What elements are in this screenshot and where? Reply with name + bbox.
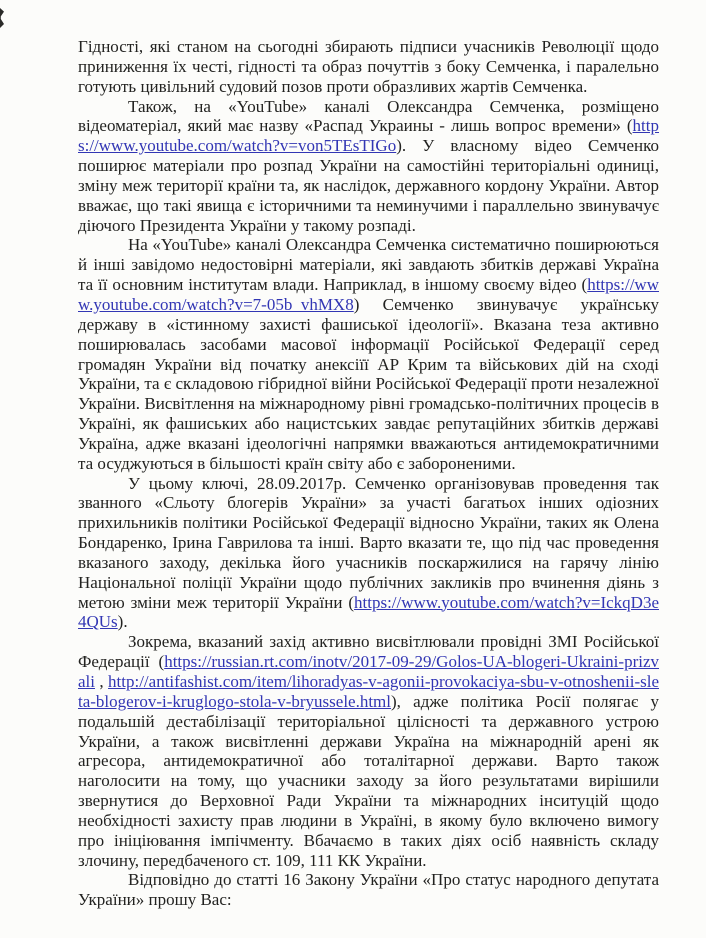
text-run: Зокрема, вказаний захід активно висвітлювали провідні ЗМІ Російської Федерації ( (78, 632, 659, 672)
text-run: У цьому ключі, 28.09.2017р. Семченко організовував проведення так званного «Сльоту блогерів України» за участі багатьох інших одіозних прихильників політики Російської Федерації відносно України, таких як Олена Бондаренко, Ірина Гаврилова та інші. Варто вказати те, що під час проведення вказаного заходу, декілька його учасників поскаржилися на гарячу лінію Національної поліції України щодо публічних закликів про вчинення діянь з метою зміни меж території України ( (78, 473, 659, 612)
text-block (78, 37, 659, 910)
hyperlink[interactable]: http://antifashist.com/item/lihoradyas-v-agonii-provokaciya-sbu-v-otnoshenii-sleta-blogerov-i-kruglogo-stola-v-bryussele.html (78, 672, 659, 711)
text-run: , (95, 672, 109, 691)
text-run: ). (117, 612, 128, 632)
text-run: ). У власному відео Семченко поширює матеріали про розпад України на самостійні територіальні одиниці, зміну меж території країни та, як наслідок, державного кордону України. Автор вважає, що такі явища є історичними та неминучими і параллельно звинувачує діючого Президента України у такому розпаді. (78, 136, 659, 235)
text-run: Також, на «YouTube» каналі Олександра Семченка, розміщено відеоматеріал, який має назву «Распад Украины - лишь вопрос времени» ( (78, 96, 659, 136)
text-run: ) Семченко звинувачує українську державу в «істинному захисті фашиської ідеології». Вказана теза активно поширювалась засобами масової інформації Російської Федерації серед громадян України від початку анексіїї АР Крим та військових дій на сході України, та є складовою гібридної війни Російської Федерації проти незалежної України. Висвітлення на міжнародному рівні громадсько-політичних процесів в Україні, як фашиських або нацистських завдає репутаційних збитків державі Україна, адже вказані ідеологічні напрямки вважаються антидемократичними та осуджуються в більшості країн світу або є забороненими. (78, 294, 659, 473)
text-run: На «YouTube» каналі Олександра Семченка систематично поширюються й інші завідомо недостовірні матеріали, які завдають збитків державі Україна та її основним інститутам влади. Наприклад, в іншому своєму відео ( (78, 235, 659, 295)
text-run: ), адже політика Росії полягає у подальшій дестабілізації територіальної цілісності та державного устрою України, а також висвітленні держави Україна на міжнародній арені як агресора, антидемократичної або тоталітарної держави. Варто також наголосити на тому, що учасники заходу за його результатами вирішили звернутися до Верховної Ради України та міжнародних інситуцій щодо необхідності захисту прав людини в Україні, в якому було включено вимогу про ініціювання імпічменту. Вбачаємо в таких діях осіб наявність складу злочину, передбаченого ст. 109, 111 КК України. (78, 691, 659, 870)
hyperlink[interactable]: https://www.youtube.com/watch?v=von5TEsTIGo (78, 116, 659, 156)
paragraph (78, 97, 659, 236)
hyperlink[interactable]: https://russian.rt.com/inotv/2017-09-29/Golos-UA-blogeri-Ukraini-prizvali (78, 652, 659, 691)
text-run: Гідності, які станом на сьогодні збирають підписи учасників Революції щодо приниження їх честі, гідності та образ почуттів з боку Семченка, і паралельно готують цивільний судовий позов проти образливих жартів Семченка. (78, 37, 659, 96)
paragraph (78, 474, 659, 633)
paragraph (78, 870, 659, 910)
text-run: Відповідно до статті 16 Закону України «Про статус народного депутата України» прошу Вас: (78, 870, 659, 910)
hyperlink[interactable]: https://www.youtube.com/watch?v=IckqD3e4QUs (78, 592, 659, 632)
paragraph (78, 37, 659, 97)
paragraph (78, 235, 659, 473)
hyperlink[interactable]: https://www.youtube.com/watch?v=7-05b_vhMX8 (78, 275, 659, 314)
paragraph (78, 632, 659, 870)
